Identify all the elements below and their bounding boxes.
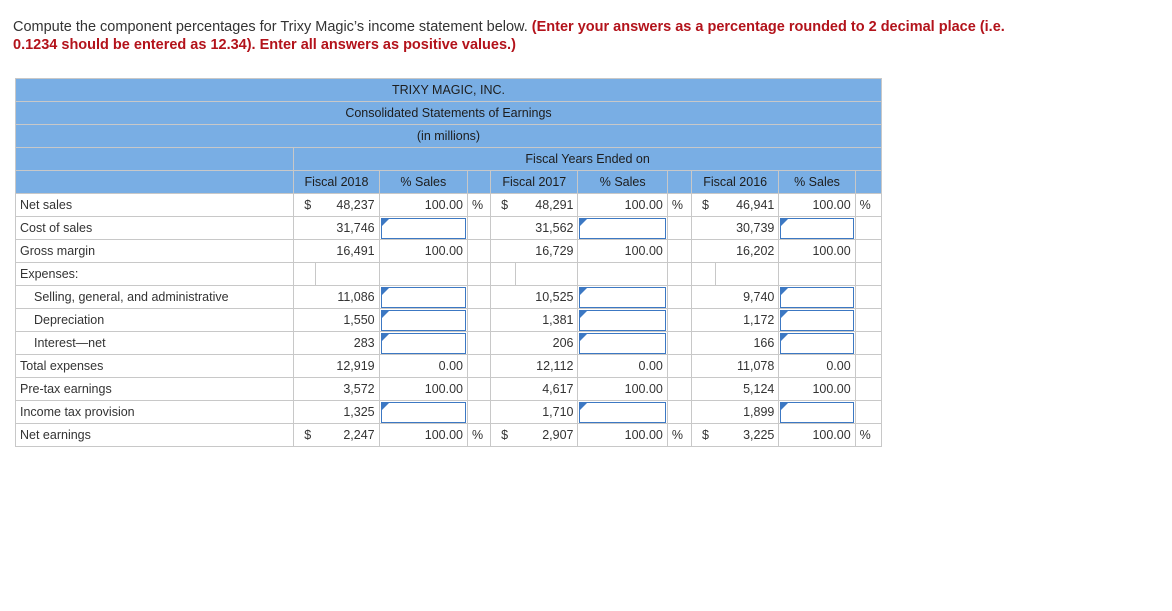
percent-sign [468,332,491,355]
amount-value: 1,172 [716,309,779,332]
column-pct-header: % Sales [578,171,667,194]
currency-symbol [491,286,516,309]
table-row [16,309,882,332]
pct-cell [379,332,467,355]
table-row [16,263,882,286]
pct-sales-value: 100.00 [379,424,467,447]
pct-cell [779,217,855,240]
column-pct-header: % Sales [779,171,855,194]
percent-sign [667,378,691,401]
currency-symbol [294,378,316,401]
currency-symbol [491,240,516,263]
pct-sales-input[interactable] [579,310,665,331]
empty-cell [855,263,881,286]
pct-sales-value: 0.00 [379,355,467,378]
currency-symbol [691,309,715,332]
currency-symbol [294,240,316,263]
input-marker-icon [580,219,587,226]
currency-symbol [294,217,316,240]
pct-cell [578,401,667,424]
percent-sign [667,401,691,424]
row-label: Net sales [16,194,294,217]
amount-value: 12,112 [516,355,578,378]
currency-symbol [491,309,516,332]
table-row [16,217,882,240]
pct-cell [779,286,855,309]
period-caption: Fiscal Years Ended on [294,148,882,171]
percent-sign: % [667,424,691,447]
pct-sales-value: 100.00 [578,194,667,217]
percent-sign [468,217,491,240]
table-row [16,332,882,355]
amount-value: 10,525 [516,286,578,309]
amount-value: 1,381 [516,309,578,332]
pct-cell [578,332,667,355]
percent-sign [667,240,691,263]
amount-value: 46,941 [716,194,779,217]
percent-sign [468,378,491,401]
currency-symbol: $ [491,424,516,447]
currency-symbol: $ [491,194,516,217]
percent-sign [667,309,691,332]
pct-sales-input[interactable] [381,333,466,354]
currency-symbol [691,286,715,309]
header-blank [16,148,294,171]
table-row [16,401,882,424]
input-marker-icon [580,334,587,341]
input-marker-icon [580,403,587,410]
row-label: Total expenses [16,355,294,378]
percent-sign [667,355,691,378]
input-marker-icon [382,288,389,295]
currency-symbol: $ [691,194,715,217]
pct-sales-input[interactable] [780,310,853,331]
currency-symbol [294,332,316,355]
pct-sales-input[interactable] [381,402,466,423]
pct-sales-input[interactable] [780,333,853,354]
pct-cell [578,286,667,309]
pct-sales-value: 100.00 [779,424,855,447]
input-marker-icon [580,311,587,318]
header-blank [855,171,881,194]
currency-symbol [691,332,715,355]
percent-sign: % [855,424,881,447]
amount-value: 1,325 [316,401,379,424]
currency-symbol: $ [294,194,316,217]
amount-value: 3,225 [716,424,779,447]
pct-sales-input[interactable] [579,402,665,423]
input-marker-icon [781,311,788,318]
pct-sales-input[interactable] [381,218,466,239]
row-label: Pre-tax earnings [16,378,294,401]
column-year-header: Fiscal 2016 [691,171,778,194]
currency-symbol [294,286,316,309]
pct-cell [779,401,855,424]
amount-value: 206 [516,332,578,355]
input-marker-icon [580,288,587,295]
input-marker-icon [781,288,788,295]
empty-cell [691,263,715,286]
percent-sign: % [468,424,491,447]
table-row [16,194,882,217]
amount-value: 12,919 [316,355,379,378]
percent-sign [855,240,881,263]
pct-sales-input[interactable] [780,287,853,308]
column-pct-header: % Sales [379,171,467,194]
input-marker-icon [382,219,389,226]
currency-symbol [294,401,316,424]
currency-symbol: $ [294,424,316,447]
percent-sign [855,378,881,401]
empty-cell [716,263,779,286]
empty-cell [578,263,667,286]
pct-cell [379,309,467,332]
pct-sales-input[interactable] [381,287,466,308]
amount-value: 4,617 [516,378,578,401]
amount-value: 2,907 [516,424,578,447]
pct-sales-value: 100.00 [578,240,667,263]
instructions [13,18,1013,54]
header-blank [667,171,691,194]
pct-sales-value: 100.00 [379,194,467,217]
currency-symbol [491,332,516,355]
column-year-header: Fiscal 2017 [491,171,578,194]
currency-symbol [491,378,516,401]
row-label: Net earnings [16,424,294,447]
pct-cell [779,332,855,355]
amount-value: 1,710 [516,401,578,424]
pct-sales-value: 100.00 [779,194,855,217]
pct-sales-value: 100.00 [379,240,467,263]
empty-cell [294,263,316,286]
header-blank [468,171,491,194]
instruction-lead: Compute the component percentages for Trixy Magic’s income statement below. [13,19,528,35]
percent-sign [667,217,691,240]
pct-sales-input[interactable] [381,310,466,331]
amount-value: 48,237 [316,194,379,217]
table-row [16,424,882,447]
percent-sign: % [667,194,691,217]
pct-sales-input[interactable] [579,333,665,354]
currency-symbol [491,217,516,240]
input-marker-icon [382,311,389,318]
table-row [16,378,882,401]
income-statement-table [15,78,882,447]
empty-cell [316,263,379,286]
percent-sign [855,401,881,424]
amount-value: 1,550 [316,309,379,332]
row-label: Cost of sales [16,217,294,240]
table-row [16,240,882,263]
units-label: (in millions) [16,125,882,148]
percent-sign [468,286,491,309]
amount-value: 11,078 [716,355,779,378]
percent-sign [855,309,881,332]
row-label: Depreciation [16,309,294,332]
instruction-highlight: (Enter your answers as a percentage rounded to 2 decimal place (i.e. 0.1234 should be entered as 12.34). Enter all answers as positive values.) [13,19,1005,53]
amount-value: 30,739 [716,217,779,240]
amount-value: 1,899 [716,401,779,424]
input-marker-icon [781,403,788,410]
percent-sign [855,355,881,378]
currency-symbol [691,378,715,401]
percent-sign: % [468,194,491,217]
amount-value: 283 [316,332,379,355]
empty-cell [468,263,491,286]
currency-symbol [491,355,516,378]
empty-cell [516,263,578,286]
percent-sign [468,355,491,378]
percent-sign [468,240,491,263]
percent-sign [667,332,691,355]
pct-sales-value: 100.00 [578,424,667,447]
pct-cell [578,309,667,332]
empty-cell [667,263,691,286]
input-marker-icon [781,219,788,226]
pct-cell [779,309,855,332]
pct-sales-input[interactable] [780,218,853,239]
table-row [16,286,882,309]
pct-sales-value: 0.00 [578,355,667,378]
company-name: TRIXY MAGIC, INC. [16,79,882,102]
amount-value: 3,572 [316,378,379,401]
input-marker-icon [781,334,788,341]
amount-value: 11,086 [316,286,379,309]
percent-sign [468,401,491,424]
pct-cell [379,217,467,240]
row-label: Interest—net [16,332,294,355]
amount-value: 9,740 [716,286,779,309]
percent-sign [855,217,881,240]
table-row [16,355,882,378]
currency-symbol [294,355,316,378]
currency-symbol [691,355,715,378]
amount-value: 16,729 [516,240,578,263]
pct-sales-value: 100.00 [779,240,855,263]
pct-cell [578,217,667,240]
pct-sales-input[interactable] [579,287,665,308]
pct-sales-value: 0.00 [779,355,855,378]
pct-sales-value: 100.00 [779,378,855,401]
pct-cell [379,401,467,424]
amount-value: 16,202 [716,240,779,263]
percent-sign [855,332,881,355]
pct-sales-input[interactable] [579,218,665,239]
amount-value: 31,562 [516,217,578,240]
percent-sign: % [855,194,881,217]
column-year-header: Fiscal 2018 [294,171,379,194]
row-label: Gross margin [16,240,294,263]
amount-value: 31,746 [316,217,379,240]
amount-value: 2,247 [316,424,379,447]
amount-value: 48,291 [516,194,578,217]
percent-sign [855,286,881,309]
amount-value: 5,124 [716,378,779,401]
row-label: Expenses: [16,263,294,286]
currency-symbol [294,309,316,332]
currency-symbol [491,401,516,424]
percent-sign [468,309,491,332]
currency-symbol: $ [691,424,715,447]
header-blank [16,171,294,194]
empty-cell [779,263,855,286]
empty-cell [491,263,516,286]
pct-sales-value: 100.00 [578,378,667,401]
row-label: Selling, general, and administrative [16,286,294,309]
currency-symbol [691,217,715,240]
amount-value: 166 [716,332,779,355]
amount-value: 16,491 [316,240,379,263]
statement-title: Consolidated Statements of Earnings [16,102,882,125]
row-label: Income tax provision [16,401,294,424]
empty-cell [379,263,467,286]
pct-cell [379,286,467,309]
pct-sales-input[interactable] [780,402,853,423]
currency-symbol [691,401,715,424]
currency-symbol [691,240,715,263]
input-marker-icon [382,334,389,341]
percent-sign [667,286,691,309]
pct-sales-value: 100.00 [379,378,467,401]
input-marker-icon [382,403,389,410]
